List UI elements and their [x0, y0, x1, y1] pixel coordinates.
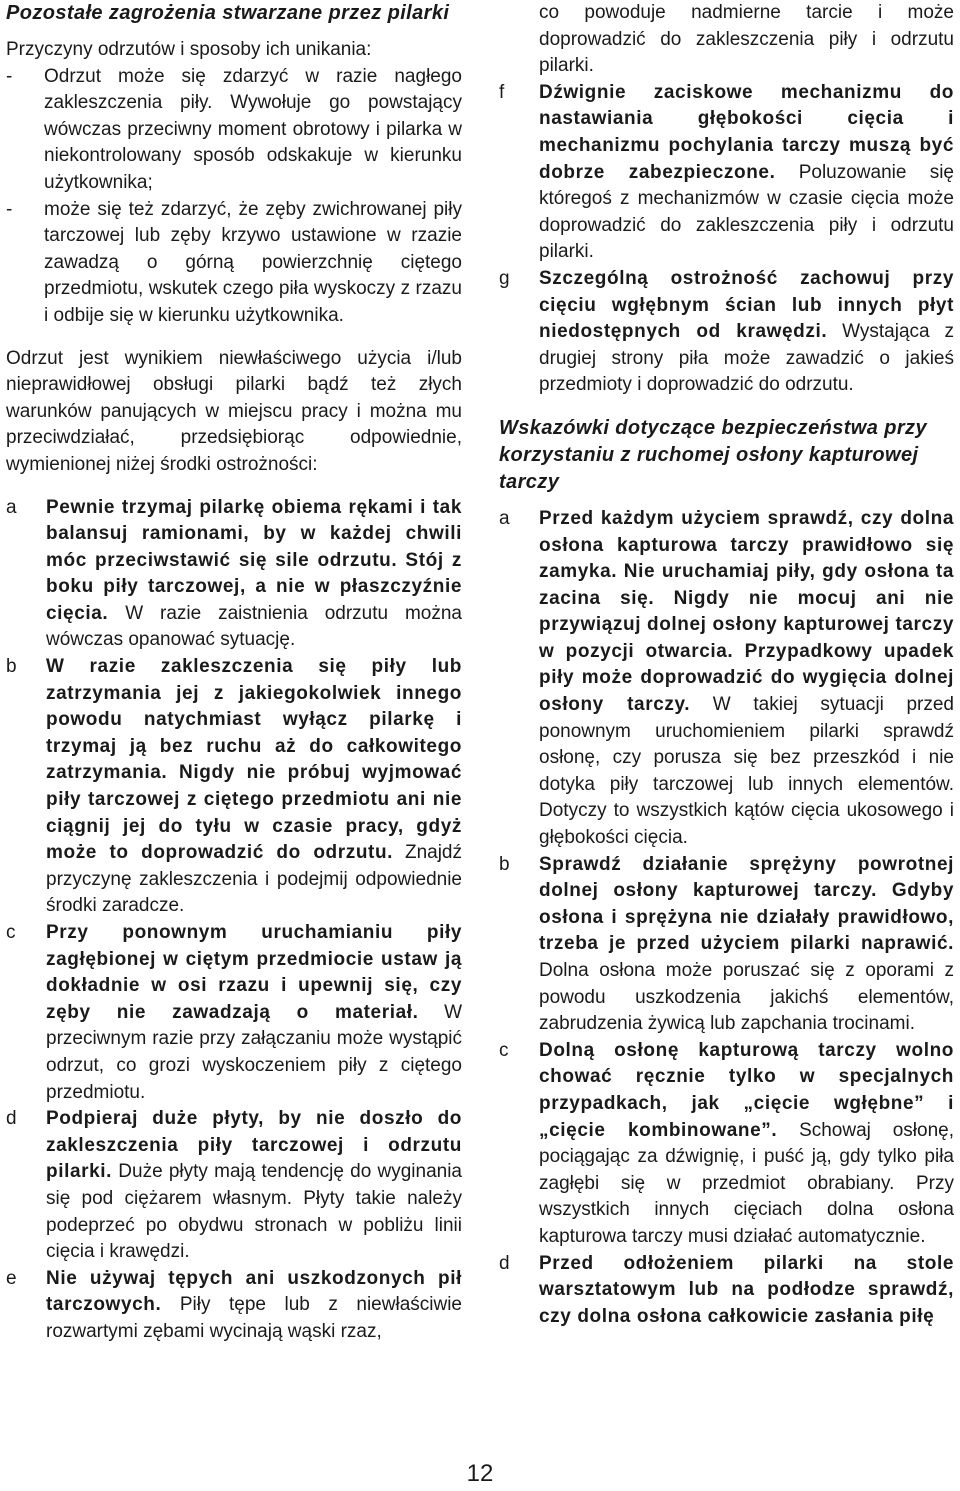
kickback-causes-list	[6, 64, 462, 330]
section-title-remaining-hazards: Pozostałe zagrożenia stwarzane przez pilarki	[6, 2, 450, 24]
list-item: - Odrzut może się zdarzyć w razie nagłego zakleszczenia piły. Wywołuje go powstający wówczas przeciwny moment obrotowy i pilarka w niekontrolowany sposób odskakuje w kierunku użytkownika;	[6, 65, 462, 193]
list-item: f Dźwignie zaciskowe mechanizmu do nastawiania głębokości cięcia i mechanizmu pochylania tarczy muszą być dobrze zabezpieczone. Poluzowanie się któregoś z mechanizmów w czasie cięcia może doprowadzić do zakleszczenia piły i odrzutu pilarki.	[499, 81, 954, 263]
list-item: c Przy ponownym uruchamianiu piły zagłębionej w ciętym przedmiocie ustaw ją dokładnie w osi rzazu i upewnij się, czy zęby nie zawadzają o materiał. W przeciwnym razie przy załączaniu może wystąpić odrzut, co grozi wyskoczeniem piły z ciętego przedmiotu.	[6, 922, 462, 1103]
list-item: d Przed odłożeniem pilarki na stole warsztatowym lub na podłodze sprawdź, czy dolna osłona całkowicie zasłania piłę	[499, 1252, 954, 1327]
list-item: a Przed każdym użyciem sprawdź, czy dolna osłona kapturowa tarczy prawidłowo się zamyka. Nie uruchamiaj piły, gdy osłona ta zacina się. Nigdy nie mocuj ani nie przywiązuj dolnej osłony kapturowej tarczy w pozycji otwarcia. Przypadkowy upadek piły może doprowadzić do wygięcia dolnej osłony tarczy. W takiej sytuacji przed ponownym uruchomieniem pilarki sprawdź osłonę, czy porusza się bez przeszkód i nie dotyka piły tarczowej lub innych elementów. Dotyczy to wszystkich kątów cięcia ukosowego i głębokości cięcia.	[499, 507, 954, 849]
section-title-guard-safety: Wskazówki dotyczące bezpieczeństwa przy korzystaniu z ruchomej osłony kapturowej tarczy	[499, 416, 927, 493]
kickback-intro: Przyczyny odrzutów i sposoby ich unikania:	[6, 39, 372, 60]
right-column	[499, 0, 954, 1330]
list-item: - może się też zdarzyć, że zęby zwichrowanej piły tarczowej lub zęby krzywo ustawione w rzazie zawadzą o górną powierzchnię ciętego przedmiotu, wskutek czego piła wyskoczy z rzazu i odbije się w kierunku użytkownika.	[6, 198, 462, 326]
list-item: a Pewnie trzymaj pilarkę obiema rękami i tak balansuj ramionami, by w każdej chwili móc przeciwstawić się sile odrzutu. Stój z boku piły tarczowej, a nie w płaszczyźnie cięcia. W razie zaistnienia odrzutu można wówczas opanować sytuację.	[6, 496, 462, 651]
list-item: c Dolną osłonę kapturową tarczy wolno chować ręcznie tylko w specjalnych przypadkach, jak „cięcie wgłębne” i „cięcie kombinowane”. Schowaj osłonę, pociągając za dźwignię, i puść ją, gdy tylko piła zagłębi się w przedmiot obrabiany. Przy wszystkich innych cięciach dolna osłona kapturowa tarczy musi działać automatycznie.	[499, 1039, 954, 1247]
left-column	[6, 0, 462, 1346]
list-item: d Podpieraj duże płyty, by nie doszło do zakleszczenia piły tarczowej i odrzutu pilarki. Duże płyty mają tendencję do wyginania się pod ciężarem własnym. Płyty takie należy podeprzeć po obydwu stronach w pobliżu linii cięcia i krawędzi.	[6, 1108, 462, 1263]
kickback-paragraph: Odrzut jest wynikiem niewłaściwego użycia i/lub nieprawidłowej obsługi pilarki bądź też złych warunków panujących w miejscu pracy i można mu przeciwdziałać, przedsiębiorąc odpowiednie, wymienionej niżej środki ostrożności:	[6, 347, 462, 475]
continuation-text: co powoduje nadmierne tarcie i może doprowadzić do zakleszczenia piły i odrzutu pilarki.	[539, 2, 954, 77]
list-item: e Nie używaj tępych ani uszkodzonych pił tarczowych. Piły tępe lub z niewłaściwie rozwartymi zębami wycinają wąski rzaz,	[6, 1267, 462, 1342]
page-number: 12	[466, 1460, 494, 1487]
list-item: b W razie zakleszczenia się piły lub zatrzymania jej z jakiegokolwiek innego powodu natychmiast wyłącz pilarkę i trzymaj ją bez ruchu aż do całkowitego zatrzymania. Nigdy nie próbuj wyjmować piły tarczowej z ciętego przedmiotu ani nie ciągnij jej do tyłu w czasie pracy, gdyż może to doprowadzić do odrzutu. Znajdź przyczynę zakleszczenia i podejmij odpowiednie środki zaradcze.	[6, 656, 462, 917]
list-item: g Szczególną ostrożność zachowuj przy cięciu wgłębnym ścian lub innych płyt niedostępnych od krawędzi. Wystająca z drugiej strony piła może zawadzić o jakieś przedmioty i doprowadzić do odrzutu.	[499, 267, 955, 396]
list-item: b Sprawdź działanie sprężyny powrotnej dolnej osłony kapturowej tarczy. Gdyby osłona i sprężyna nie działały prawidłowo, trzeba je przed użyciem pilarki naprawić. Dolna osłona może poruszać się z oporami z powodu uszkodzenia jakichś elementów, zabrudzenia żywicą lub zapchania trocinami.	[499, 853, 954, 1035]
